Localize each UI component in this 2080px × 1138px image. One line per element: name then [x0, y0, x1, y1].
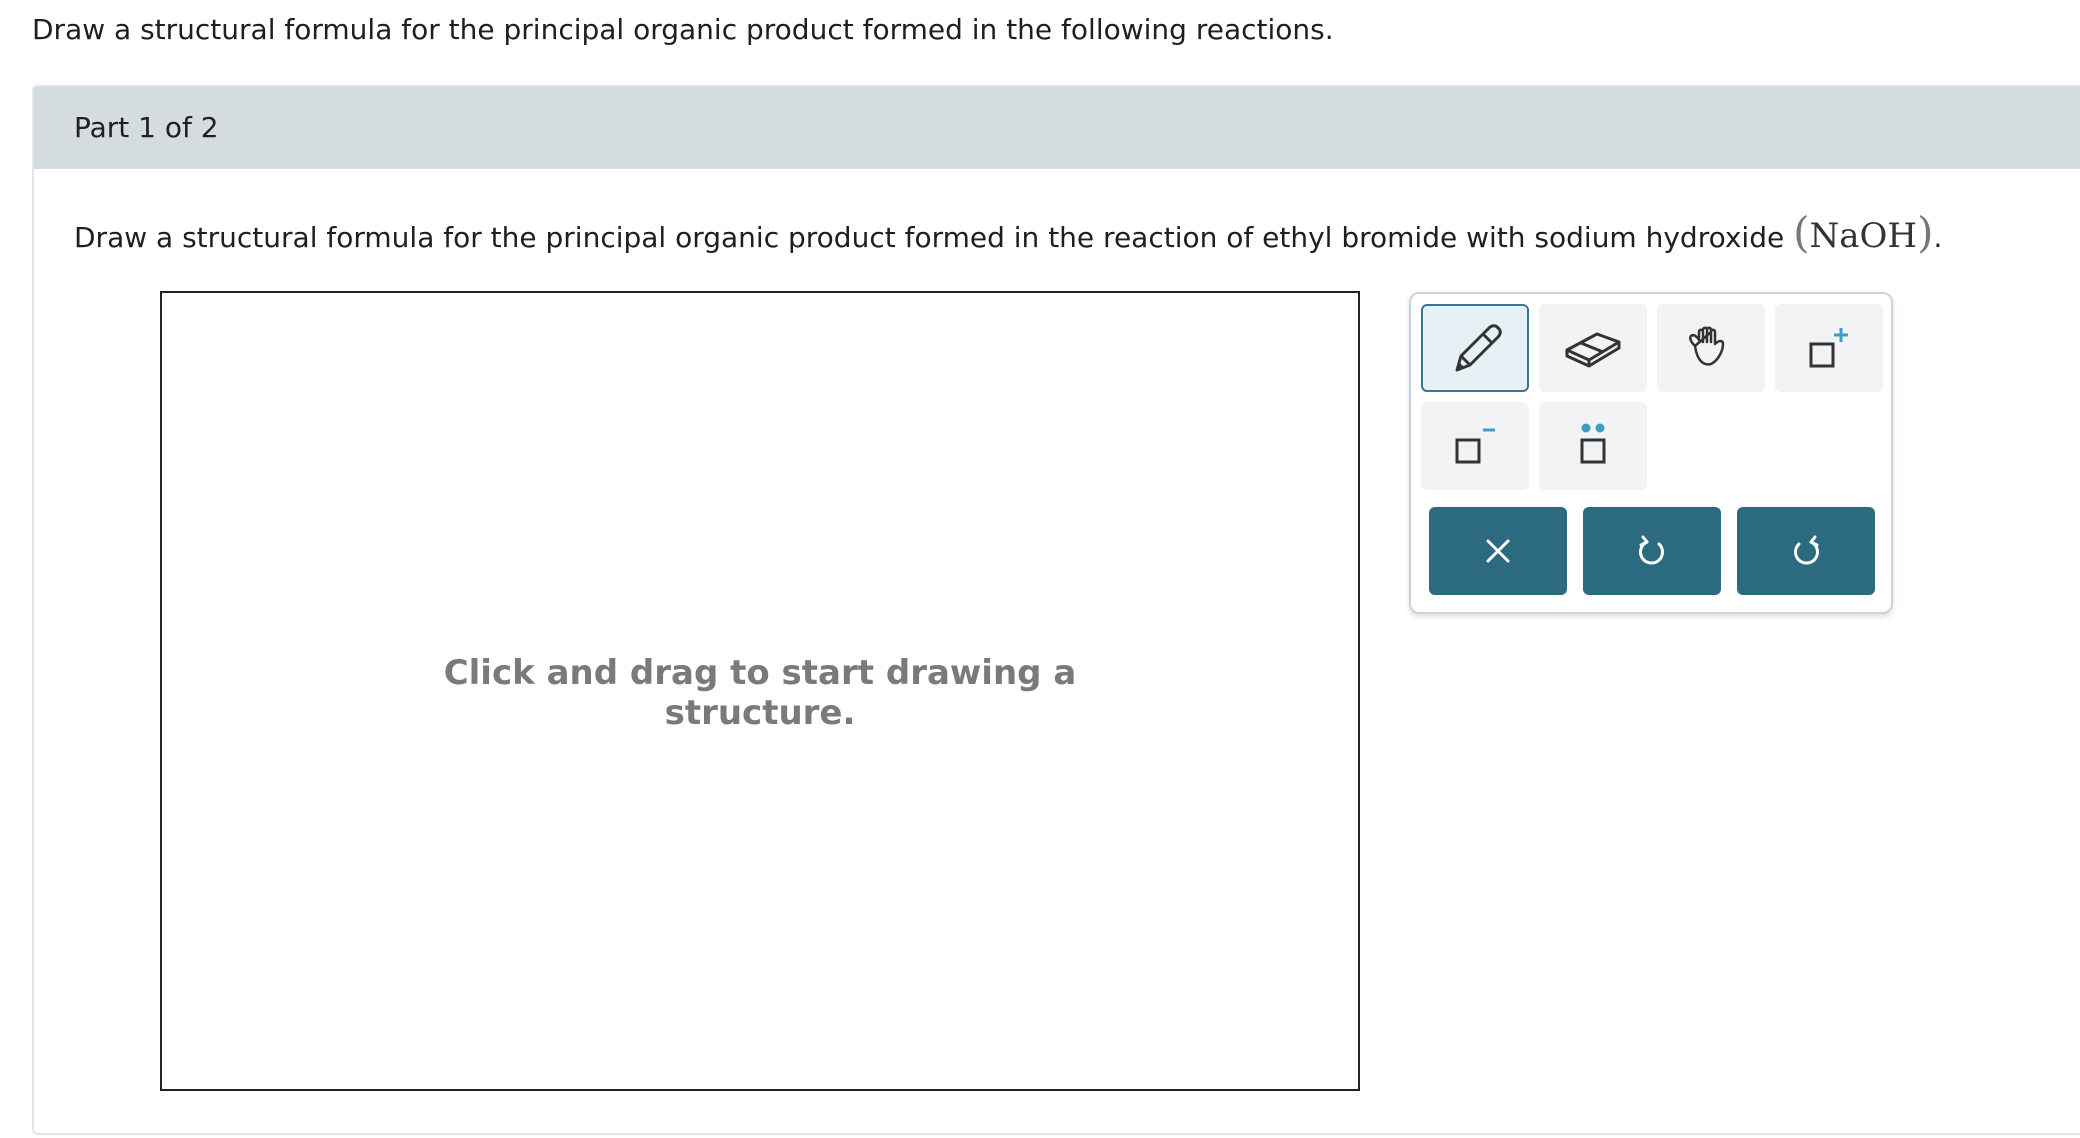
- charge-plus-icon: [1797, 316, 1861, 380]
- formula: [1793, 208, 1934, 257]
- canvas-hint: [162, 653, 1358, 733]
- drawing-canvas[interactable]: [160, 291, 1360, 1091]
- part-prompt-text: Draw a structural formula for the principal organic product formed in the reaction of ethyl bromide with sodium hydroxide: [74, 221, 1785, 254]
- lone-pair-icon: [1561, 414, 1625, 478]
- part-bar: [34, 87, 2080, 169]
- add-lone-pair-button[interactable]: [1539, 402, 1647, 490]
- undo-button[interactable]: [1583, 507, 1721, 595]
- eraser-tool-button[interactable]: [1539, 304, 1647, 392]
- undo-icon: [1632, 531, 1672, 571]
- part-prompt: [74, 208, 1943, 260]
- redo-icon: [1786, 531, 1826, 571]
- question-header: Draw a structural formula for the principal organic product formed in the following reactions.: [32, 13, 1334, 46]
- hand-icon: [1679, 316, 1743, 380]
- formula-open-paren: (: [1793, 208, 1810, 257]
- canvas-hint-line1: Click and drag to start drawing a: [443, 653, 1077, 693]
- pencil-tool-button[interactable]: [1421, 304, 1529, 392]
- add-charge-plus-button[interactable]: [1775, 304, 1883, 392]
- drawing-toolbar: [1409, 292, 1893, 614]
- close-icon: [1478, 531, 1518, 571]
- clear-button[interactable]: [1429, 507, 1567, 595]
- charge-minus-icon: [1443, 414, 1507, 478]
- redo-button[interactable]: [1737, 507, 1875, 595]
- eraser-icon: [1561, 316, 1625, 380]
- canvas-hint-line2: structure.: [664, 693, 856, 733]
- pencil-icon: [1443, 316, 1507, 380]
- formula-text: NaOH: [1809, 216, 1918, 256]
- prompt-end-punct: .: [1933, 221, 1943, 254]
- add-charge-minus-button[interactable]: [1421, 402, 1529, 490]
- formula-close-paren: ): [1917, 208, 1934, 257]
- hand-tool-button[interactable]: [1657, 304, 1765, 392]
- part-label: Part 1 of 2: [74, 111, 219, 144]
